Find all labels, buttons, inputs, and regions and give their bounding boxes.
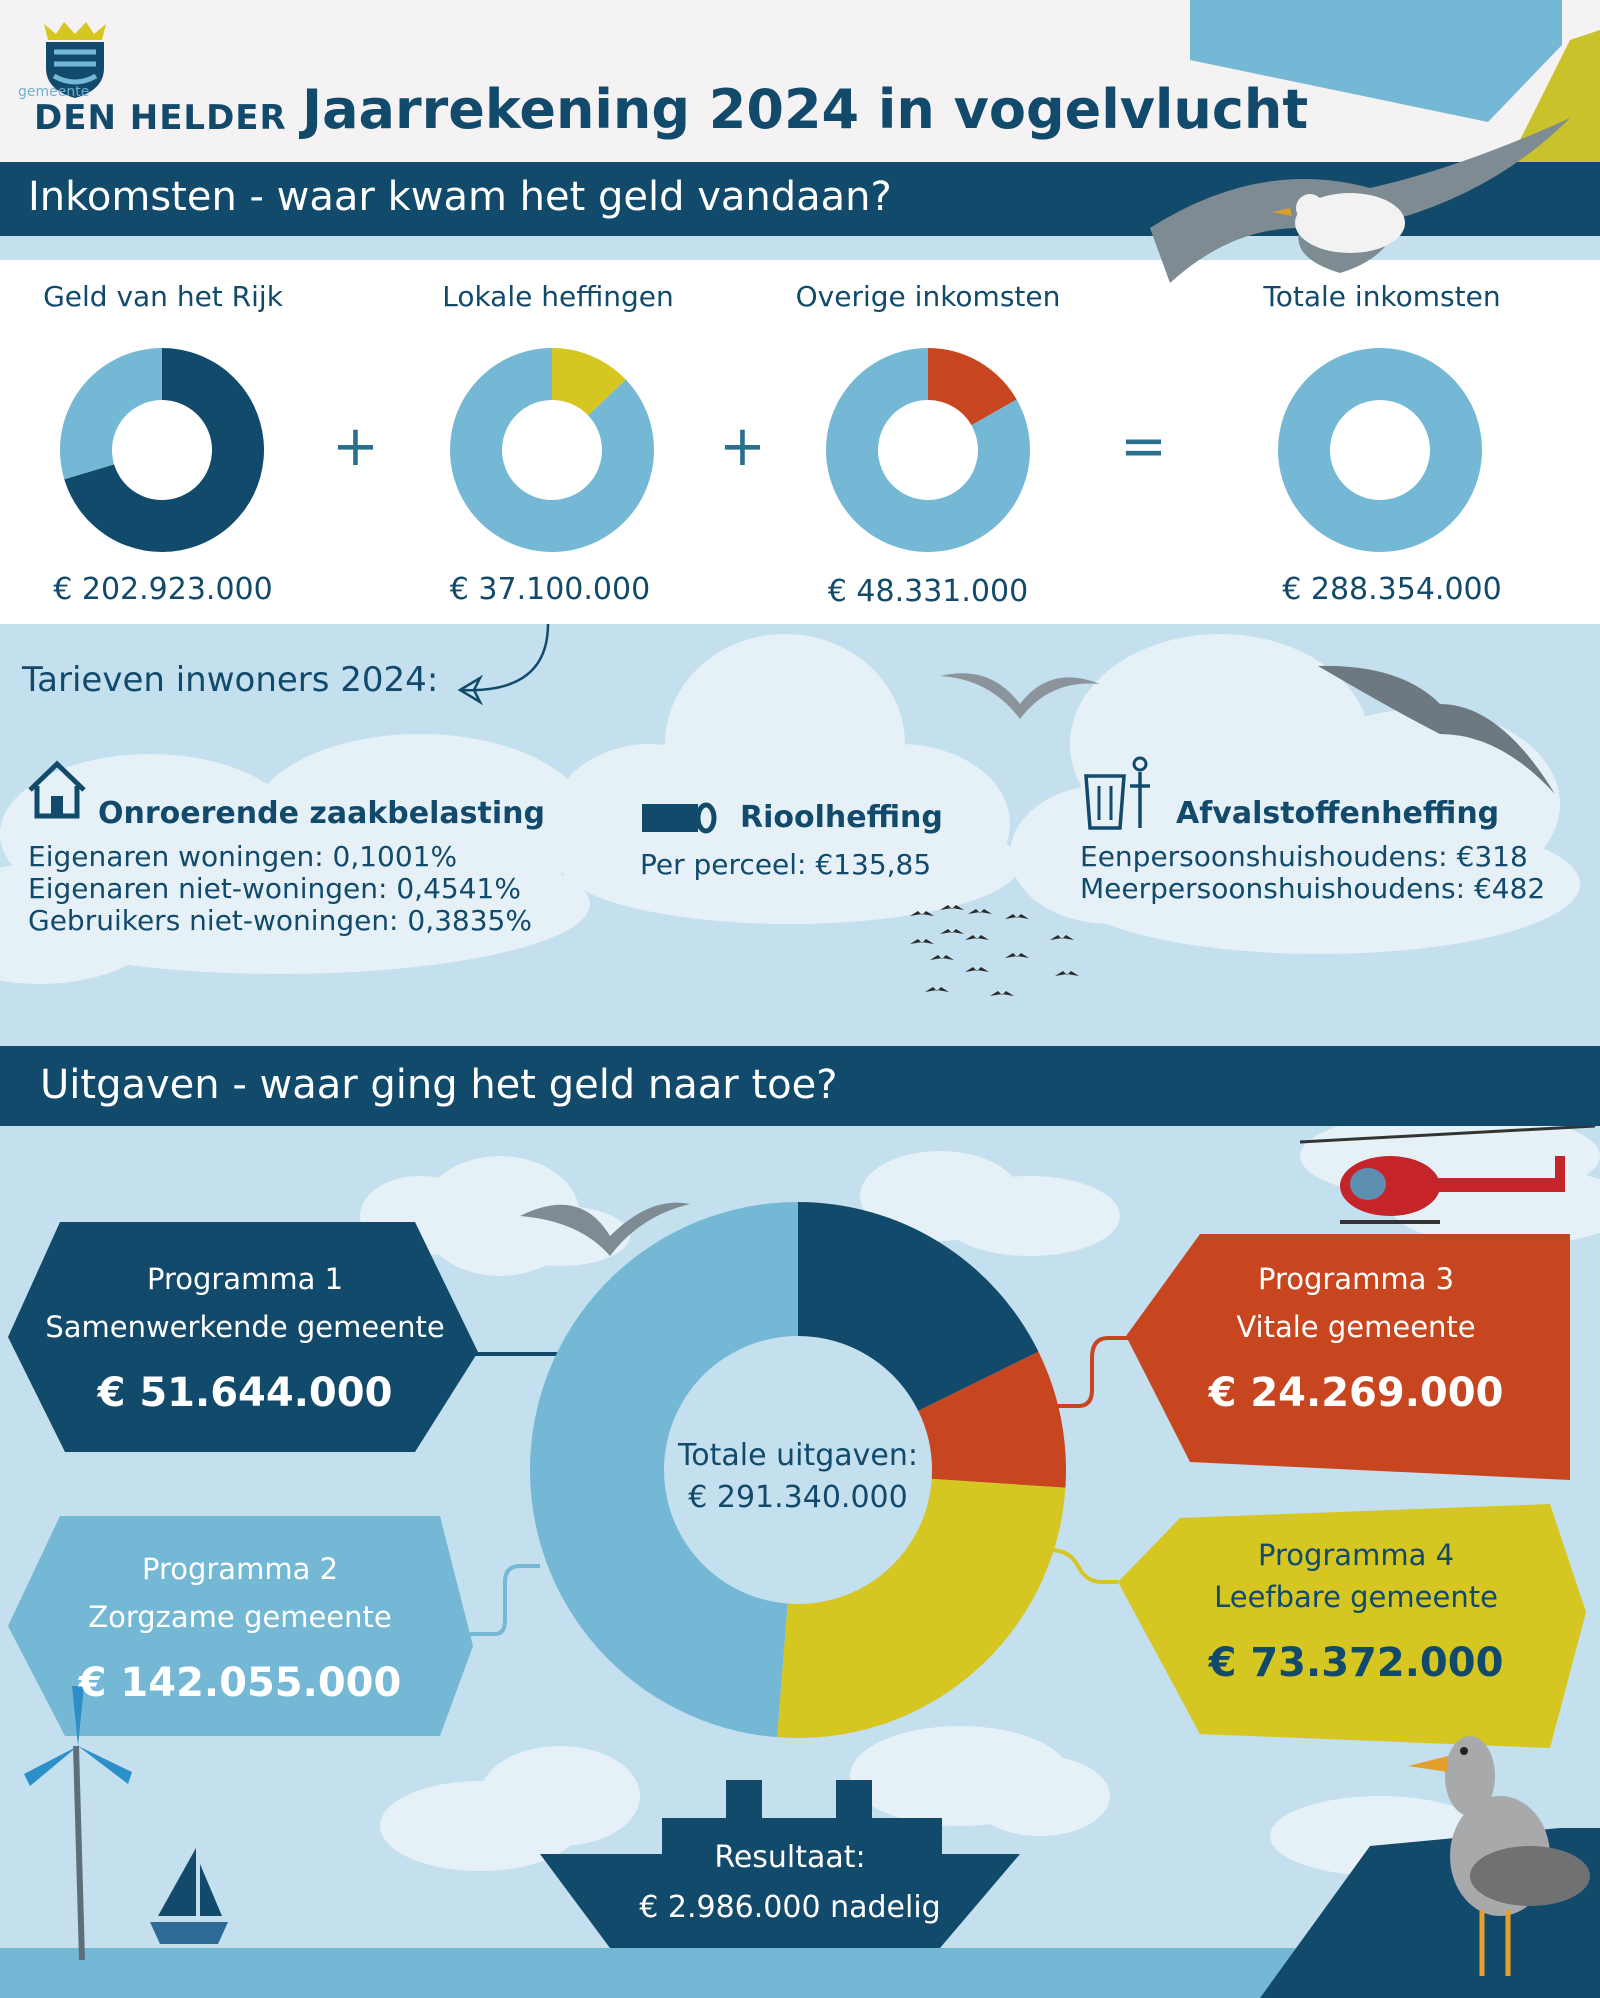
donut-heffingen [450,348,654,552]
program-1-label [40,1262,450,1416]
afval-line-2: Meerpersoonshuishoudens: €482 [1080,872,1546,905]
program-1-name: Samenwerkende gemeente [45,1310,445,1344]
ozb-line-2: Eigenaren niet-woningen: 0,4541% [28,872,521,905]
income-label-rijk: Geld van het Rijk [43,280,283,313]
operator-plus-1: + [332,414,379,479]
bird-flock-icon [910,905,1079,996]
riool-line-1: Per perceel: €135,85 [640,848,932,881]
donut-slice-totale-inkomsten [1278,348,1482,552]
donut-overig [826,348,1030,552]
expenses-section-title: Uitgaven - waar ging het geld naar toe? [40,1062,838,1108]
logo-subtitle: gemeente [18,84,90,100]
seagull-icon [1140,108,1580,288]
program-4-name: Leefbare gemeente [1214,1580,1498,1614]
result-value: € 2.986.000 nadelig [639,1890,941,1925]
donut-slice-programma-4 [777,1479,1065,1738]
expenses-section-band [0,1046,1600,1126]
result-label: Resultaat: [714,1840,866,1875]
program-1-title: Programma 1 [146,1262,344,1296]
sewer-pipe-icon [640,800,720,836]
expenses-total-value: € 291.340.000 [688,1480,908,1515]
donut-slice-overig [60,348,162,479]
donut-totaal [1278,348,1482,552]
tariffs-title: Tarieven inwoners 2024: [22,660,439,700]
riool-heading: Rioolheffing [740,800,943,835]
program-4-title: Programma 4 [1257,1538,1455,1572]
income-label-totaal: Totale inkomsten [1263,280,1501,313]
program-2-value: € 142.055.000 [78,1660,402,1706]
ozb-line-3: Gebruikers niet-woningen: 0,3835% [28,904,532,937]
income-label-overig: Overige inkomsten [795,280,1061,313]
donut-rijk [60,348,264,552]
program-2-title: Programma 2 [141,1552,339,1586]
expenses-total-label: Totale uitgaven: [678,1438,918,1473]
ozb-heading: Onroerende zaakbelasting [98,796,545,831]
program-3-value: € 24.269.000 [1208,1370,1504,1416]
program-4-label [1156,1538,1556,1686]
logo-name: DEN HELDER [34,98,287,138]
program-1-value: € 51.644.000 [97,1370,393,1416]
income-label-heffingen: Lokale heffingen [442,280,674,313]
income-value-totaal: € 288.354.000 [1282,572,1502,607]
program-3-label [1156,1262,1556,1416]
page-title: Jaarrekening 2024 in vogelvlucht [302,78,1309,141]
income-section-title: Inkomsten - waar kwam het geld vandaan? [28,174,892,220]
afval-heading: Afvalstoffenheffing [1176,796,1500,831]
program-2-name: Zorgzame gemeente [88,1600,392,1634]
program-3-title: Programma 3 [1257,1262,1455,1296]
operator-plus-2: + [719,414,766,479]
waste-bin-icon [1082,756,1158,832]
program-2-label [40,1552,440,1706]
cloud-bottom-1 [380,1746,640,1871]
income-value-heffingen: € 37.100.000 [449,572,651,607]
seagull-small-icon [940,673,1100,719]
program-4-value: € 73.372.000 [1208,1640,1504,1686]
sailboat-icon [150,1848,228,1944]
afval-line-1: Eenpersoonshuishoudens: €318 [1080,840,1528,873]
ozb-line-1: Eigenaren woningen: 0,1001% [28,840,458,873]
income-value-overig: € 48.331.000 [827,574,1029,609]
arrow-line [460,624,548,690]
house-icon [26,760,88,820]
operator-equals: = [1120,414,1167,479]
income-value-rijk: € 202.923.000 [53,572,273,607]
program-3-name: Vitale gemeente [1236,1310,1476,1344]
